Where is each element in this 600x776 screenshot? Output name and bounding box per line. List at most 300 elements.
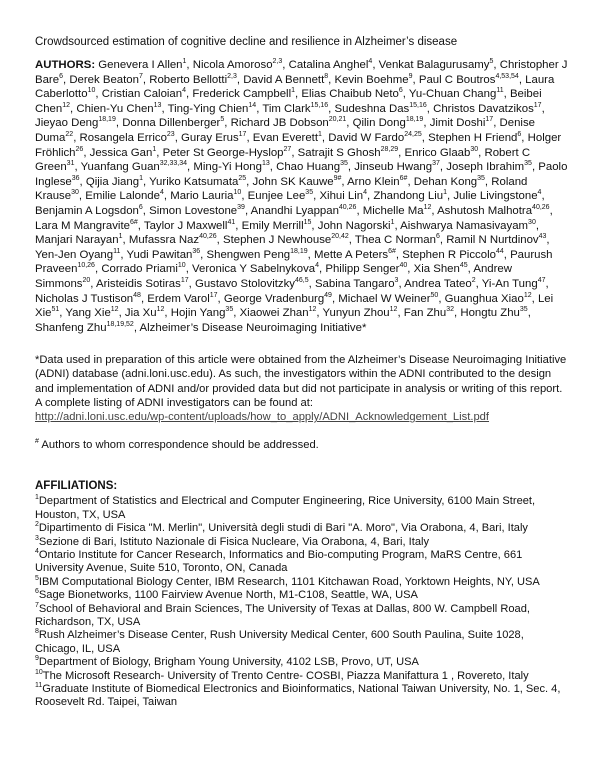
author-affiliation-ref: 26 — [75, 145, 84, 153]
author — [170, 190, 241, 202]
author — [81, 161, 187, 173]
affiliation-text: Sage Bionetworks, 1100 Fairview Avenue North, M1-C108, Seattle, WA, USA — [38, 589, 418, 602]
author-name: Mufassra Naz — [128, 234, 200, 247]
affiliation-text: IBM Computational Biology Center, IBM Research, 1101 Kitchawan Road, Yorktown Heights, NY, USA — [38, 575, 540, 588]
affiliation-item — [35, 656, 570, 669]
author — [85, 190, 164, 202]
author — [338, 293, 438, 305]
author-name: Philipp Senger — [325, 263, 400, 276]
author — [414, 176, 485, 188]
author — [482, 278, 546, 290]
author-affiliation-ref: 2,3 — [272, 58, 283, 65]
author — [460, 307, 527, 319]
author-name: Denise Duma — [35, 117, 535, 144]
author-affiliation-ref: 1 — [390, 218, 395, 226]
author-affiliation-ref: 20,21 — [328, 116, 347, 124]
affiliation-number: 8 — [35, 628, 39, 636]
author-affiliation-ref: 36 — [71, 174, 80, 182]
author — [102, 88, 186, 100]
author-name: Catalina Anghel — [288, 59, 369, 71]
author-name: Yuriko Katsumata — [149, 175, 239, 188]
author — [335, 74, 413, 86]
author — [428, 132, 521, 144]
author-name: Taylor J Maxwell — [143, 219, 228, 232]
author — [453, 190, 541, 202]
author-affiliation-ref: 48 — [133, 291, 141, 299]
author-affiliation-ref: 4,53,54 — [495, 72, 519, 80]
author-name: Sabina Tangaro — [314, 277, 395, 290]
affiliation-list — [35, 495, 570, 710]
author-name: Julie Livingstone — [453, 190, 538, 203]
author — [301, 88, 402, 100]
author-affiliation-ref: 5 — [220, 116, 225, 124]
author-name: Peter St George-Hyslop — [162, 146, 284, 159]
author-affiliation-ref: 44 — [495, 247, 504, 255]
author-affiliation-ref: 4 — [159, 189, 164, 197]
author-name: Tim Clark — [262, 102, 311, 115]
correspondence-text: Authors to whom correspondence should be addressed. — [38, 439, 319, 452]
author — [35, 293, 141, 305]
author — [181, 132, 246, 144]
author-name: Veronica Y Sabelnykova — [192, 263, 316, 276]
author — [231, 117, 347, 129]
affiliation-number: 4 — [35, 547, 39, 555]
author-name: Xiaowei Zhan — [239, 307, 309, 320]
author — [404, 278, 475, 290]
author-affiliation-ref: 5 — [489, 58, 494, 65]
author-name: Yudi Pawitan — [126, 248, 193, 261]
author — [149, 74, 237, 86]
affiliation-item — [35, 495, 570, 522]
author-affiliation-ref: 6# — [388, 247, 396, 255]
author — [328, 132, 422, 144]
author-affiliation-ref: 1 — [182, 58, 187, 65]
affiliation-item — [35, 522, 570, 535]
author — [223, 234, 349, 246]
author — [318, 220, 395, 232]
author — [242, 220, 312, 232]
author — [35, 117, 116, 129]
author-name: Jimit Doshi — [429, 117, 486, 130]
author-name: Erdem Varol — [147, 292, 210, 305]
author — [319, 190, 367, 202]
author — [353, 117, 424, 129]
affiliations-heading: AFFILIATIONS: — [35, 480, 118, 493]
author-affiliation-ref: 1 — [118, 233, 123, 241]
author-name: Zhandong Liu — [373, 190, 444, 203]
author-name: Yi-An Tung — [481, 277, 538, 290]
author-name: Genevera I Allen — [98, 59, 183, 71]
author — [262, 103, 328, 115]
author — [373, 190, 447, 202]
author — [122, 117, 224, 129]
author-affiliation-ref: 12 — [389, 306, 398, 314]
author-name: Jia Xu — [124, 307, 157, 320]
affiliation-number: 6 — [35, 588, 39, 596]
author — [195, 278, 309, 290]
author-affiliation-ref: 20 — [82, 276, 91, 284]
affiliation-text: Graduate Institute of Biomedical Electronics and Bioinformatics, National Taiwan University, No. 1, Sec. 4, Roosevelt Rd. Taipei, Taiwan — [35, 682, 561, 709]
author-affiliation-ref: 15,16 — [409, 101, 427, 109]
author-affiliation-ref: 18,19 — [405, 116, 424, 124]
author-name: Ashutosh Malhotra — [437, 204, 533, 217]
author-affiliation-ref: 6# — [129, 218, 138, 226]
author — [240, 307, 317, 319]
author-name: John SK Kauwe — [252, 175, 334, 188]
author-affiliation-ref: 4 — [315, 262, 320, 270]
author-affiliation-ref: 47 — [537, 276, 546, 284]
author-name: Chien-Yu Chen — [76, 102, 154, 115]
author-affiliation-ref: 12 — [423, 203, 432, 211]
author-name: Stephen R Piccolo — [402, 248, 496, 261]
author-name: Christos Davatzikos — [433, 102, 534, 115]
author-affiliation-ref: 1 — [443, 189, 447, 197]
affiliation-item — [35, 549, 570, 576]
author-name: Enrico Glaab — [404, 146, 471, 159]
author-affiliation-ref: 39 — [237, 203, 245, 211]
author-affiliation-ref: 17 — [180, 276, 189, 284]
author-name: Paurush Praveen — [35, 248, 553, 276]
author-affiliation-ref: 40,26 — [338, 203, 357, 211]
author — [248, 190, 313, 202]
author — [335, 103, 427, 115]
author-affiliation-ref: 6 — [398, 87, 403, 95]
author-name: Paolo Inglese — [35, 161, 568, 188]
paper-title: Crowdsourced estimation of cognitive decline and resilience in Alzheimer’s disease — [35, 36, 458, 48]
author — [129, 234, 217, 246]
author-list — [35, 58, 570, 335]
author-name: Xia Shen — [413, 263, 460, 276]
author-affiliation-ref: 12 — [523, 291, 532, 299]
author — [404, 307, 454, 319]
author-name: Hojin Yang — [170, 307, 226, 320]
author-affiliation-ref: 17 — [485, 116, 494, 124]
author — [125, 307, 164, 319]
author-affiliation-ref: 50 — [430, 291, 439, 299]
adni-note-text: *Data used in preparation of this article were obtained from the Alzheimer’s Disease Neuroimaging Initiative (ADNI) database (adni.loni.usc.edu). As such, the investigators within the ADNI contributed to the design and implementation of ADNI and/or provided data but did not participate in analysis or writing of this report. A complete listing of ADNI investigators can be found at: — [35, 354, 567, 409]
author-name: Emily Merrill — [241, 219, 304, 232]
author-affiliation-ref: 27 — [283, 145, 292, 153]
author-affiliation-ref: 43 — [538, 233, 547, 241]
affiliation-text: School of Behavioral and Brain Sciences, The University of Texas at Dallas, 800 W. Campbell Road, Richardson, TX, USA — [35, 602, 530, 628]
affiliation-number: 3 — [35, 534, 39, 542]
author — [414, 263, 468, 275]
affiliation-number: 9 — [35, 655, 39, 663]
author-affiliation-ref: 35 — [519, 306, 528, 314]
author-affiliation-ref: 4 — [368, 58, 373, 65]
author — [445, 293, 532, 305]
author-name: Michael W Weiner — [338, 292, 431, 305]
author-affiliation-ref: 32 — [446, 306, 455, 314]
affiliation-text: The Microsoft Research- University of Trento Centre- COSBI, Piazza Manifattura 1 , Rovereto, Italy — [42, 669, 529, 682]
author — [355, 234, 440, 246]
author-name: Joseph Ibrahim — [446, 161, 525, 174]
author-affiliation-ref: 4 — [537, 189, 542, 197]
author-affiliation-ref: 45 — [459, 262, 468, 270]
author-name: Andrew Simmons — [35, 263, 512, 290]
author-name: Frederick Campbell — [192, 88, 292, 101]
author-name: Stephen J Newhouse — [222, 234, 332, 247]
author-name: Yunyun Zhou — [322, 307, 390, 320]
author-name: Stephen H Friend — [428, 131, 518, 144]
author — [96, 278, 189, 290]
author — [35, 322, 134, 334]
author-name: Donna Dillenberger — [122, 117, 221, 130]
affiliation-item — [35, 576, 570, 589]
author-name: Roberto Bellotti — [149, 73, 228, 86]
author-name: Evan Everett — [252, 131, 319, 144]
author-affiliation-ref: 6 — [517, 130, 522, 138]
author-affiliation-ref: 10 — [87, 87, 96, 95]
author-affiliation-ref: 15,16 — [310, 101, 329, 109]
affiliation-item — [35, 589, 570, 602]
author-name: Lei Xie — [35, 292, 554, 320]
author-affiliation-ref: 6 — [435, 233, 440, 241]
author-affiliation-ref: 8 — [324, 72, 329, 80]
author-name: Yu-Chuan Chang — [408, 88, 497, 101]
author-name: Derek Beaton — [69, 73, 139, 86]
author-name: Roland Krause — [35, 175, 528, 203]
author-affiliation-ref: 20,42 — [331, 233, 349, 241]
author — [86, 176, 143, 188]
author — [446, 161, 532, 173]
author-name: Shengwen Peng — [206, 248, 291, 261]
author — [379, 59, 494, 71]
author-affiliation-ref: 22 — [65, 130, 74, 138]
author-affiliation-ref: 9 — [408, 72, 413, 80]
author-affiliation-ref: 18,19 — [290, 247, 308, 255]
author — [243, 74, 328, 86]
author — [354, 161, 440, 173]
author-name: Manjari Narayan — [35, 234, 119, 247]
affiliation-number: 2 — [35, 521, 39, 529]
author-name: Chao Huang — [276, 161, 341, 174]
affiliation-number: 1 — [35, 494, 39, 502]
author-name: Emilie Lalonde — [85, 190, 160, 203]
author-name: Guray Erus — [181, 131, 239, 144]
adni-link[interactable]: http://adni.loni.usc.edu/wp-content/uploads/how_to_apply/ADNI_Acknowledgement_List.pdf — [35, 411, 490, 424]
author-affiliation-ref: 40,26 — [199, 233, 217, 241]
author-affiliation-ref: 13 — [261, 160, 270, 168]
author-affiliation-ref: 30 — [71, 189, 79, 197]
author-name: Eunjee Lee — [247, 190, 306, 203]
author-affiliation-ref: 41 — [227, 218, 236, 226]
author-affiliation-ref: 7 — [138, 72, 143, 80]
author-affiliation-ref: 9# — [333, 174, 342, 182]
affiliation-number: 10 — [35, 668, 43, 676]
author-affiliation-ref: 2,3 — [227, 72, 237, 80]
author-name: Rosangela Errico — [79, 131, 167, 144]
author — [446, 234, 546, 246]
author — [149, 176, 246, 188]
author — [402, 249, 504, 261]
author — [144, 220, 235, 232]
author-name: John Nagorski — [317, 219, 391, 232]
author — [98, 59, 186, 71]
author — [35, 249, 120, 261]
author-name: Gustavo Stolovitzky — [194, 277, 295, 290]
author — [347, 176, 407, 188]
author-name: Jessica Gan — [89, 146, 153, 159]
author-name: Jinseub Hwang — [354, 161, 433, 174]
author-name: David A Bennett — [243, 73, 325, 86]
author-name: Benjamin A Logsdon — [35, 204, 139, 217]
affiliation-text: Sezione di Bari, Istituto Nazionale di Fisica Nucleare, Via Orabona, 4, Bari, Italy — [38, 535, 430, 548]
author-affiliation-ref: 35 — [225, 306, 234, 314]
author-name: Jieyao Deng — [35, 117, 99, 130]
author — [35, 205, 143, 217]
author-affiliation-ref: 46,5 — [294, 276, 309, 284]
correspondence-mark: # — [35, 438, 39, 446]
author-names: Genevera I Allen$^1$, Nicola Amoroso$^{2,3}$, Catalina Anghel$^4$, Venkat Balagurusamy$^5$, Christopher J Bare$^6$, Derek Beaton$^7$, Roberto Bellotti$^{2,3}$, David A Bennett$^8$, Kevin Boehme$^9$, Paul C Boutros$^{4,53,54}$, Laura Caberlotto$^{10}$, Cristian Caloian$^4$, Frederick Campbell$^1$, Elias Chaibub Neto$^6$, Yu-Chuan Chang$^{11}$, Beibei Chen$^{12}$, Chien-Yu Chen$^{13}$, Ting-Ying Chien$^{14}$, Tim Clark$^{15,16}$, Sudeshna Das$^{15,16}$, Christos Davatzikos$^{17}$, Jieyao Deng$^{18,19}$, Donna Dillenberger$^5$, Richard JB Dobson$^{20,21}$, Qilin Dong$^{18,19}$, Jimit Doshi$^{17}$, Denise Duma$^{22}$, Rosangela Errico$^{23}$, Guray Erus$^{17}$, Evan Everett$^1$, David W Fardo$^{24,25}$, Stephen H Friend$^6$, Holger Fröhlich$^{26}$, Jessica Gan$^1$, Peter St George-Hyslop$^{27}$, Satrajit S Ghosh$^{28,29}$, Enrico Glaab$^{30}$, Robert C Green$^{31}$, Yuanfang Guan$^{32,33,34}$, Ming-Yi Hong$^{13}$, Chao Huang$^{35}$, Jinseub Hwang$^{37}$, Joseph Ibrahim$^{35}$, Paolo Inglese$^{36}$, Qijia Jiang$^1$, Yuriko Katsumata$^{25}$, John SK Kauwe$^{9\#}$, Arno Klein$^{6\#}$, Dehan Kong$^{35}$, Roland Krause$^{30}$, Emilie Lalonde$^4$, Mario Lauria$^{10}$, Eunjee Lee$^{35}$, Xihui Lin$^4$, Zhandong Liu$^1$, Julie Livingstone$^4$, Benjamin A Logsdon$^6$, Simon Lovestone$^{39}$, Anandhi Lyappan$^{40,26}$, Michelle Ma$^{12}$, Ashutosh Malhotra$^{40,26}$, Lara M Mangravite$^{6\#}$, Taylor J Maxwell$^{41}$, Emily Merrill$^{15}$, John Nagorski$^1$, Aishwarya Namasivayam$^{30}$, Manjari Narayan$^1$, Mufassra Naz$^{40,26}$, Stephen J Newhouse$^{20,42}$, Thea C Norman$^6$, Ramil N Nurtdinov$^{43}$, Yen-Jen Oyang$^{11}$, Yudi Pawitan$^{36}$, Shengwen Peng$^{18,19}$, Mette A Peters$^{6\#}$, Stephen R Piccolo$^{44}$, Paurush Praveen$^{10,26}$, Corrado Priami$^{10}$, Veronica Y Sabelnykova$^4$, Philipp Senger$^{40}$, Xia Shen$^{45}$, Andrew Simmons$^{20}$, Aristeidis Sotiras$^{17}$, Gustavo Stolovitzky$^{46,5}$, Sabina Tangaro$^3$, Andrea Tateo$^2$, Yi-An Tung$^{47}$, Nicholas J Tustison$^{48}$, Erdem Varol$^{17}$, George Vradenburg$^{49}$, Michael W Weiner$^{50}$, Guanghua Xiao$^{12}$, Lei Xie$^{51}$, Yang Xie$^{12}$, Jia Xu$^{12}$, Hojin Yang$^{35}$, Xiaowei Zhan$^{12}$, Yunyun Zhou$^{12}$, Fan Zhu$^{32}$, Hongtu Zhu$^{35}$, Shanfeng Zhu$^{18,19,52}$, — [35, 58, 568, 334]
author — [193, 59, 283, 71]
author-name: Laura Caberlotto — [35, 73, 555, 101]
page — [35, 35, 570, 710]
affiliation-item — [35, 629, 570, 656]
author-affiliation-ref: 10 — [233, 189, 242, 197]
author-affiliation-ref: 2 — [471, 276, 476, 284]
correspondence-note — [35, 438, 570, 452]
author-affiliation-ref: 35 — [524, 160, 532, 168]
author-affiliation-ref: 12 — [62, 101, 71, 109]
author-name: Nicholas J Tustison — [35, 292, 134, 305]
author-name: Dehan Kong — [413, 175, 478, 188]
author — [251, 205, 357, 217]
author — [171, 307, 233, 319]
author-affiliation-ref: 24,25 — [404, 130, 422, 138]
author-affiliation-ref: 36 — [192, 247, 201, 255]
author — [430, 117, 494, 129]
author-name: Aishwarya Namasivayam — [400, 219, 529, 232]
authors-heading: AUTHORS: — [35, 59, 96, 71]
author-affiliation-ref: 10 — [177, 262, 186, 270]
author-name: Cristian Caloian — [101, 88, 183, 101]
affiliation-item — [35, 683, 570, 710]
authors-tail: Alzheimer’s Disease Neuroimaging Initiative* — [139, 321, 367, 334]
author-affiliation-ref: 3 — [394, 276, 399, 284]
affiliation-number: 7 — [35, 601, 39, 609]
author-name: Lara M Mangravite — [35, 219, 130, 232]
author-affiliation-ref: 6 — [138, 203, 143, 211]
affiliation-item — [35, 670, 570, 683]
author-name: Thea C Norman — [354, 234, 436, 247]
author-name: Simon Lovestone — [149, 204, 238, 217]
author — [298, 147, 398, 159]
author-name: Aristeidis Sotiras — [95, 277, 181, 290]
author-name: Guanghua Xiao — [444, 292, 524, 305]
author-affiliation-ref: 4 — [363, 189, 368, 197]
author-affiliation-ref: 12 — [308, 306, 317, 314]
author-name: Qijia Jiang — [85, 175, 140, 188]
author-name: Kevin Boehme — [334, 73, 409, 86]
author-affiliation-ref: 37 — [432, 160, 440, 168]
author-name: Christopher J Bare — [35, 59, 568, 86]
author — [90, 147, 157, 159]
author-name: Mette A Peters — [314, 248, 389, 261]
author — [224, 293, 332, 305]
author — [80, 132, 175, 144]
author-name: Arno Klein — [347, 175, 400, 188]
author — [314, 249, 396, 261]
affiliation-text: Rush Alzheimer’s Disease Center, Rush University Medical Center, 600 South Paulina, Suite 1028, Chicago, IL, USA — [35, 629, 524, 655]
author-affiliation-ref: 10,26 — [77, 262, 95, 270]
author-affiliation-ref: 14 — [248, 101, 257, 109]
author-name: Nicola Amoroso — [192, 59, 273, 71]
author — [363, 205, 432, 217]
author-name: Hongtu Zhu — [460, 307, 520, 320]
author-affiliation-ref: 1 — [291, 87, 296, 95]
author-name: Richard JB Dobson — [230, 117, 329, 130]
affiliation-number: 5 — [35, 574, 39, 582]
author — [207, 249, 308, 261]
author-name: Anandhi Lyappan — [250, 204, 339, 217]
author-affiliation-ref: 49 — [324, 291, 332, 299]
author-affiliation-ref: 17 — [238, 130, 247, 138]
author — [404, 147, 478, 159]
affiliation-item — [35, 603, 570, 630]
affiliation-text: Dipartimento di Fisica "M. Merlin", Università degli studi di Bari "A. Moro", Via Orabona, 4, Bari, Italy — [38, 522, 528, 535]
author-affiliation-ref: 35 — [305, 189, 314, 197]
author-name: Xihui Lin — [319, 190, 364, 203]
author-affiliation-ref: 18,19,52 — [106, 320, 134, 328]
author-name: Qilin Dong — [352, 117, 406, 130]
author-name: Michelle Ma — [362, 204, 424, 217]
author-affiliation-ref: 1 — [318, 130, 322, 138]
author-affiliation-ref: 40 — [399, 262, 408, 270]
author-name: Mario Lauria — [170, 190, 234, 203]
author-affiliation-ref: 35 — [340, 160, 348, 168]
author-affiliation-ref: 23 — [166, 130, 175, 138]
author — [315, 278, 399, 290]
author — [101, 263, 185, 275]
author — [35, 234, 122, 246]
author-affiliation-ref: 1 — [152, 145, 157, 153]
author — [253, 176, 342, 188]
author — [437, 205, 550, 217]
author — [127, 249, 201, 261]
author-affiliation-ref: 15 — [303, 218, 312, 226]
author-affiliation-ref: 4 — [182, 87, 187, 95]
author-affiliation-ref: 17 — [209, 291, 218, 299]
author-affiliation-ref: 13 — [153, 101, 162, 109]
author-name: Corrado Priami — [101, 263, 178, 276]
author — [76, 103, 161, 115]
author-name: Yuanfang Guan — [80, 161, 160, 174]
affiliation-text: Department of Biology, Brigham Young University, 4102 LSB, Provo, UT, USA — [38, 656, 419, 669]
author-affiliation-ref: 32,33,34 — [159, 160, 188, 168]
author-name: Venkat Balagurusamy — [378, 59, 490, 71]
author-name: Andrea Tateo — [404, 277, 472, 290]
author-name: Beibei Chen — [35, 88, 542, 115]
author-affiliation-ref: 31 — [66, 160, 75, 168]
author — [192, 263, 319, 275]
author-name: Sudeshna Das — [334, 102, 410, 115]
author-affiliation-ref: 6 — [59, 72, 63, 80]
affiliation-item — [35, 536, 570, 549]
author — [192, 88, 295, 100]
author — [276, 161, 348, 173]
author — [147, 293, 217, 305]
affiliation-text: Ontario Institute for Cancer Research, Informatics and Bio-computing Program, MaRS Centre, 661 University Avenue, Suite 510, Toronto, ON, Canada — [35, 548, 523, 575]
author-name: David W Fardo — [328, 131, 405, 144]
author — [289, 59, 373, 71]
author-name: Holger Fröhlich — [35, 131, 562, 159]
author — [409, 88, 504, 100]
author-affiliation-ref: 6# — [399, 174, 408, 182]
author-affiliation-ref: 30 — [528, 218, 536, 226]
author-affiliation-ref: 17 — [533, 101, 542, 109]
author — [325, 263, 407, 275]
